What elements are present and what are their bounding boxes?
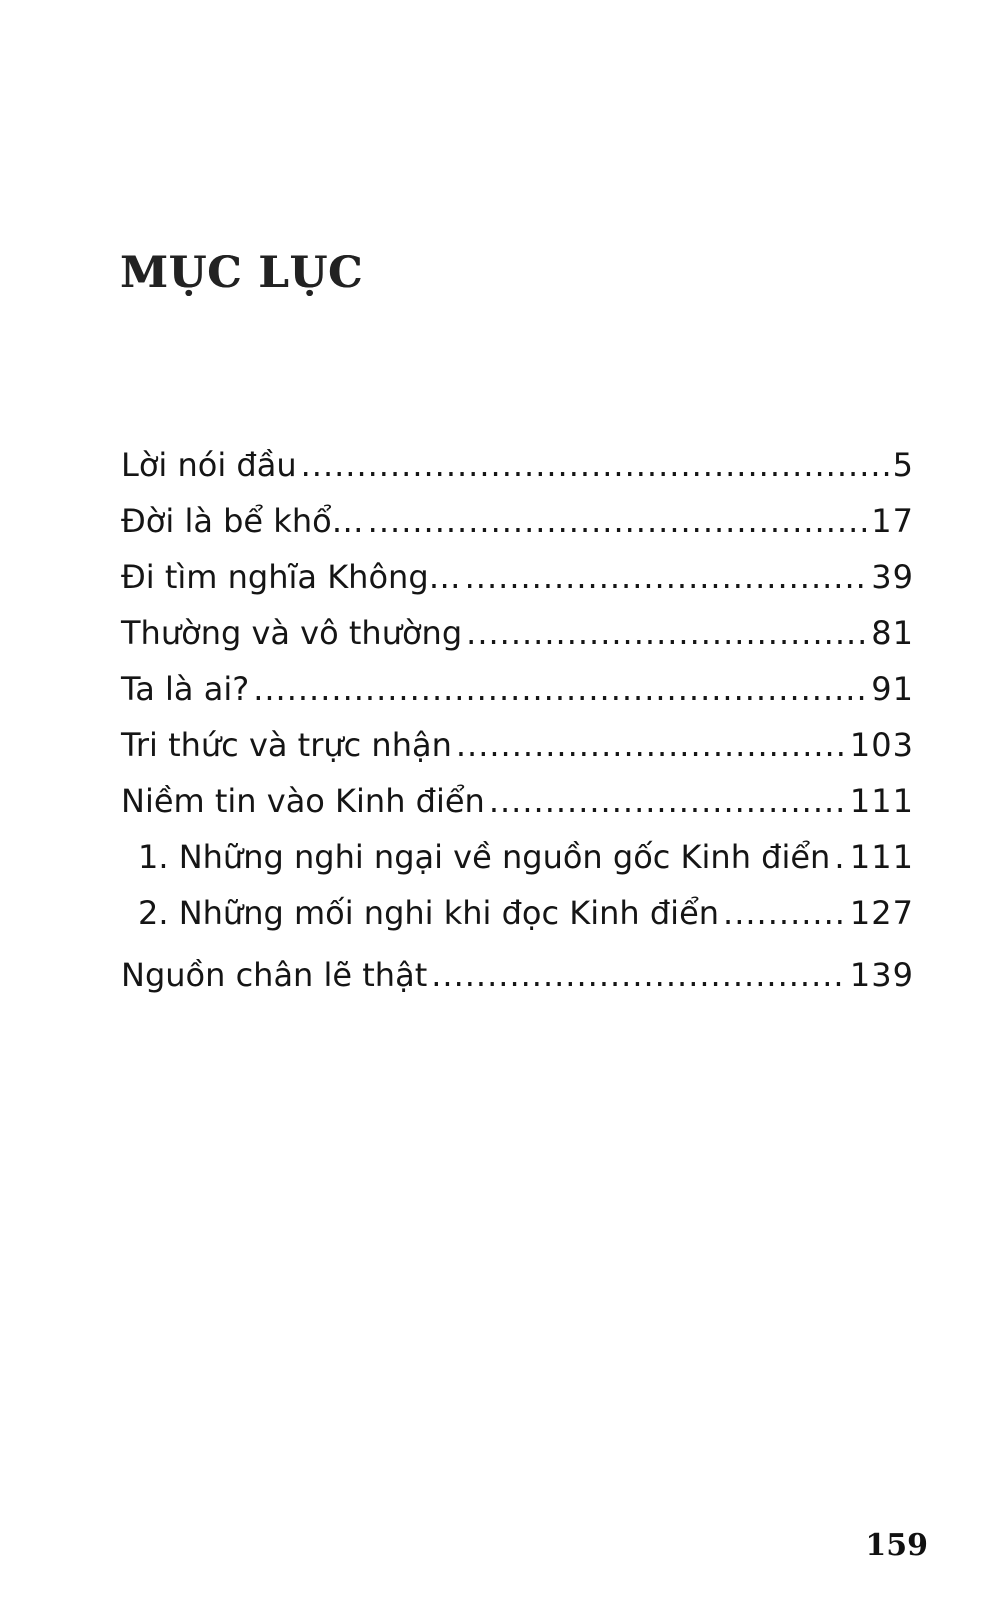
dot-leader [301,437,889,493]
toc-entry-label: Đời là bể khổ… [121,502,364,540]
dot-leader [465,549,868,605]
dot-leader [456,717,846,773]
toc-entry-source-of-truth[interactable] [121,947,914,1003]
toc-entry-page: 111 [849,838,914,876]
toc-entry-life-is-suffering[interactable] [121,493,914,549]
dot-leader [253,661,867,717]
toc-entry-page: 5 [892,446,914,484]
toc-entry-page: 103 [849,726,914,764]
toc-entry-label: Niềm tin vào Kinh điển [121,782,485,820]
dot-leader [834,829,846,885]
toc-entry-page: 81 [871,614,914,652]
toc-entry-who-am-i[interactable] [121,661,914,717]
dot-leader [431,947,846,1003]
toc-entry-page: 127 [849,894,914,932]
toc-entry-label: Lời nói đầu [121,446,297,484]
dot-leader [368,493,868,549]
toc-entry-page: 111 [849,782,914,820]
toc-entry-page: 91 [871,670,914,708]
toc-entry-page: 17 [871,502,914,540]
table-of-contents [121,437,914,1003]
toc-subentry-reading-doubts[interactable] [121,885,914,941]
toc-entry-permanence[interactable] [121,605,914,661]
toc-entry-label: Đi tìm nghĩa Không… [121,558,461,596]
toc-entry-label: 2. Những mối nghi khi đọc Kinh điển [138,894,720,932]
toc-entry-page: 39 [871,558,914,596]
toc-entry-meaning-of-emptiness[interactable] [121,549,914,605]
toc-entry-label: Tri thức và trực nhận [121,726,452,764]
toc-entry-label: Ta là ai? [121,670,250,708]
toc-entry-faith-in-scripture[interactable] [121,773,914,829]
page-number: 159 [865,1528,928,1563]
dot-leader [723,885,846,941]
toc-entry-preface[interactable] [121,437,914,493]
toc-subentry-origin-doubts[interactable] [121,829,914,885]
dot-leader [489,773,846,829]
dot-leader [466,605,867,661]
toc-entry-label: 1. Những nghi ngại về nguồn gốc Kinh điển [138,838,831,876]
page-title: MỤC LỤC [120,248,364,298]
toc-entry-knowledge-intuition[interactable] [121,717,914,773]
toc-entry-label: Thường và vô thường [121,614,463,652]
toc-entry-page: 139 [849,956,914,994]
toc-entry-label: Nguồn chân lẽ thật [121,956,428,994]
